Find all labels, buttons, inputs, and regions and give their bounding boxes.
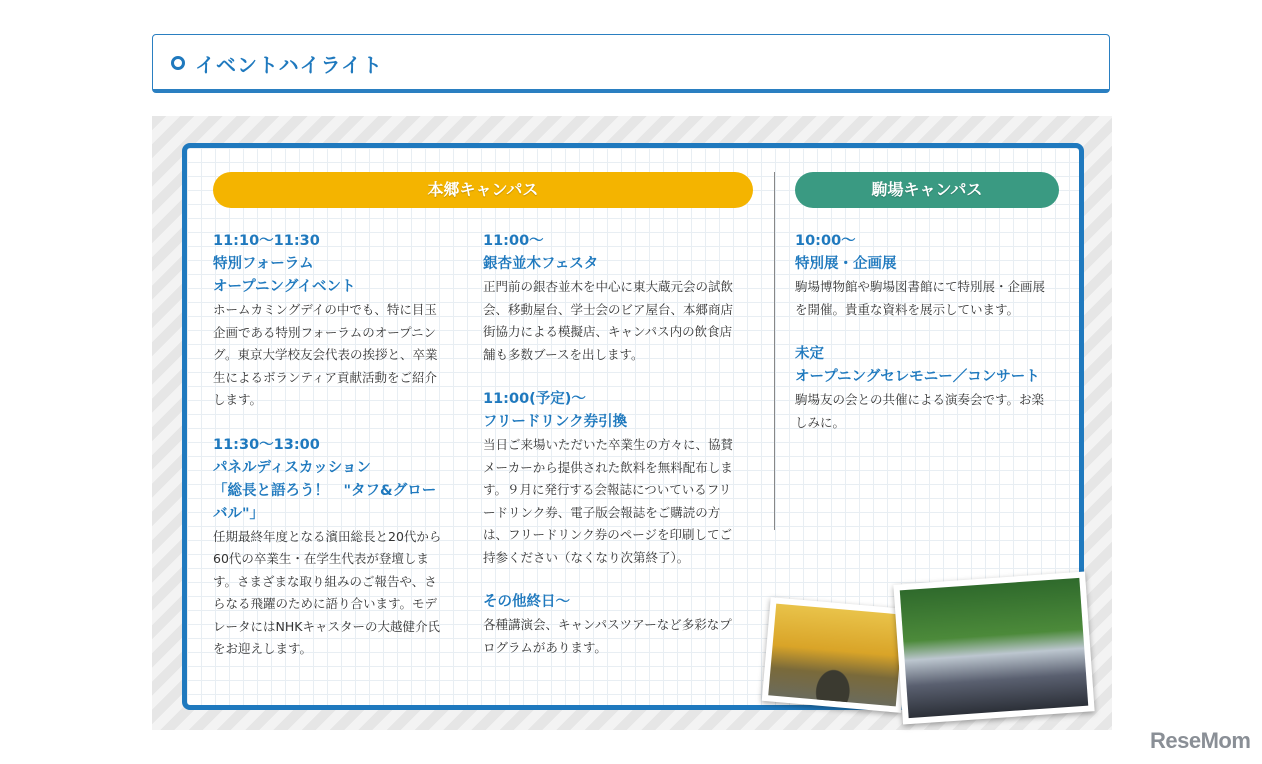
komaba-column bbox=[795, 230, 1051, 456]
event-item bbox=[213, 434, 449, 661]
event-item bbox=[795, 343, 1051, 434]
event-description: 正門前の銀杏並木を中心に東大蔵元会の試飲会、移動屋台、学士会のビア屋台、本郷商店街協力による模擬店、キャンパス内の飲食店舗も多数ブースを出します。 bbox=[483, 279, 734, 362]
section-title: イベントハイライト bbox=[195, 53, 383, 77]
event-title: 特別展・企画展 bbox=[795, 256, 897, 272]
event-time: 未定 bbox=[795, 346, 824, 362]
ginkgo-avenue-photo bbox=[762, 597, 911, 713]
event-time: 11:10〜11:30 bbox=[213, 233, 320, 249]
festival-crowd-photo bbox=[893, 571, 1094, 724]
event-title: 銀杏並木フェスタ bbox=[483, 256, 599, 272]
event-description: 駒場友の会との共催による演奏会です。お楽しみに。 bbox=[795, 392, 1045, 430]
event-subtitle: 「総長と語ろう！ "タフ&グローバル"」 bbox=[213, 482, 437, 522]
event-item bbox=[483, 388, 735, 569]
hongo-column-right bbox=[483, 230, 735, 681]
event-description: 当日ご来場いただいた卒業生の方々に、協賛メーカーから提供された飲料を無料配布します。９月に発行する会報誌についているフリードリンク券、電子版会報誌をご購読の方は、フリードリンク券のページを印刷してご持参ください（なくなり次第終了）。 bbox=[483, 437, 734, 565]
circle-bullet-icon bbox=[171, 56, 185, 70]
komaba-campus-label: 駒場キャンパス bbox=[795, 172, 1059, 208]
event-time: 10:00〜 bbox=[795, 233, 856, 249]
event-subtitle: オープニングイベント bbox=[213, 279, 356, 295]
event-item bbox=[483, 591, 735, 659]
section-header bbox=[152, 34, 1110, 93]
event-description: 任期最終年度となる濱田総長と20代から60代の卒業生・在学生代表が登壇します。さまざまな取り組みのご報告や、さらなる飛躍のために語り合います。モデレータにはNHKキャスターの大越健介氏をお迎えします。 bbox=[213, 528, 442, 656]
event-description: ホームカミングデイの中でも、特に目玉企画である特別フォーラムのオープニング。東京大学校友会代表の挨拶と、卒業生によるボランティア貢献活動をご紹介します。 bbox=[213, 302, 438, 407]
column-divider bbox=[774, 172, 775, 530]
event-title: オープニングセレモニー／コンサート bbox=[795, 369, 1040, 385]
photo-image bbox=[768, 604, 904, 707]
hongo-column-left bbox=[213, 230, 449, 683]
event-description: 駒場博物館や駒場図書館にて特別展・企画展を開催。貴重な資料を展示しています。 bbox=[795, 279, 1046, 317]
event-time: 11:30〜13:00 bbox=[213, 436, 320, 453]
event-title: 特別フォーラム bbox=[213, 256, 314, 272]
event-time: その他終日〜 bbox=[483, 594, 570, 610]
event-time: 11:00(予定)〜 bbox=[483, 391, 586, 407]
hongo-campus-label: 本郷キャンパス bbox=[213, 172, 753, 208]
photo-image bbox=[900, 578, 1088, 718]
event-item bbox=[213, 230, 449, 412]
event-description: 各種講演会、キャンパスツアーなど多彩なプログラムがあります。 bbox=[483, 617, 732, 655]
event-time: 11:00〜 bbox=[483, 233, 544, 249]
event-item bbox=[795, 230, 1051, 321]
resemom-logo: ReseMom bbox=[1150, 728, 1251, 753]
event-item bbox=[483, 230, 735, 366]
event-title: フリードリンク券引換 bbox=[483, 414, 628, 430]
event-title: パネルディスカッション bbox=[213, 459, 371, 476]
